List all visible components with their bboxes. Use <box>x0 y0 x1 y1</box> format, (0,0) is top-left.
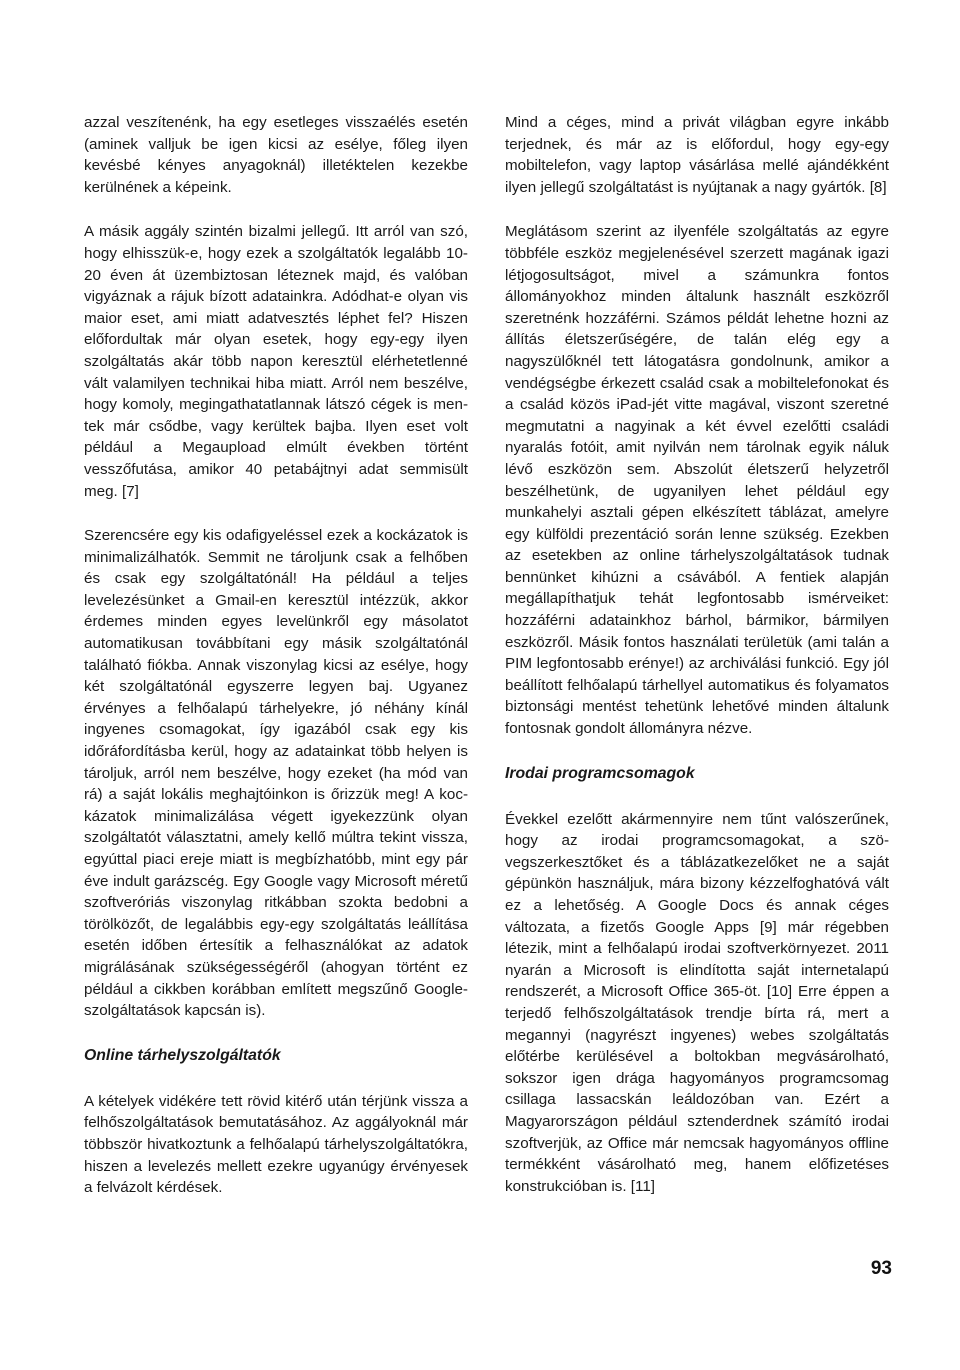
paragraph-left-1: azzal veszítenénk, ha egy esetleges visszaélés esetén (aminek valljuk be igen kicsi az esélye, főleg ilyen kevésbé kényes anyagoknál) illetéktelen kezekbe kerülnének a képeink. <box>84 114 468 196</box>
paragraph-left-2: A másik aggály szintén bizalmi jellegű. Itt arról van szó, hogy elhisszük-e, hogy ezek a szolgáltatók legalább 10-20 éven át üzembiztosan léteznek majd, és valóban vigyáznak a rájuk bízott adatainkra. Adódhat-e olyan vis maior eset, ami miatt adatvesztés léphet fel? Hiszen előfordultak már olyan esetek, hogy egy-egy ilyen szolgáltatás akár több napon keresztül elérhetetlenné vált valamilyen technikai hiba miatt. Arról nem beszélve, hogy komoly, megingathatatlannak látszó cégek is mentek már csődbe, vagy kerültek bajba. Ilyen eset volt például a Megaupload elmúlt években történt vesszőfutása, amikor 40 petabájtnyi adat semmisült meg. [7] <box>84 223 468 500</box>
section-heading-office-suites: Irodai programcsomagok <box>505 764 695 782</box>
page-number: 93 <box>870 1258 892 1279</box>
right-column <box>505 112 889 1220</box>
paragraph-right-1: Mind a céges, mind a privát világban egyre inkább terjednek, és már az is előfordul, hogy egy-egy mobiltelefon, vagy laptop vásárlása mellé ajándékként ilyen jellegű szolgáltatást is nyújtanak a nagy gyártók. [8] <box>505 114 889 196</box>
paragraph-right-3: Évekkel ezelőtt akármennyire nem tűnt valószerűnek, hogy az irodai programcsomagokat, a szövegszerkesztőket és a táblázatkezelőket ne a saját gépünkön használjuk, mára bizony kézzelfoghatóvá vált ez a lehetőség. A Google Docs és annak céges változata, a fizetős Google Apps [9] már régebben létezik, mint a felhőalapú irodai szoftverkörnyezet. 2011 nyarán a Microsoft is elindította saját internetalapú rendszerét, a Microsoft Office 365-öt. [10] Erre éppen a terjedő felhőszolgáltatások trendje bírta rá, mert a megannyi (nagyrészt ingyenes) webes szolgáltatás előtérbe kerülésével a boltokban megvásárolható, sokszor igen drága hagyományos programcsomag csillaga lassacskán leáldozóban van. Ezért a Magyarországon például sztenderdnek számító irodai szoftverjük, az Office már nemcsak hagyományos offline termékként vásárolható meg, hanem előfizetéses konstrukcióban is. [11] <box>505 810 889 1195</box>
left-column <box>84 112 468 1222</box>
paragraph-left-3: Szerencsére egy kis odafigyeléssel ezek a kockázatok is minimalizálhatók. Semmit ne tároljunk csak a felhőben és csak egy szolgáltatónál! Ha például a teljes levelezésünket a Gmail-en keresztül intézzük, akkor érdemes minden egyes levelünkről egy másolatot automatikusan továbbítani egy másik szolgáltatónál található fiókba. Annak viszonylag kicsi az esélye, hogy két szolgáltatónál egyszerre legyen baj. Ugyanez érvényes a felhőalapú tárhelyekre, jó néhány kínál ingyenes csomagokat, így igazából csak egy kis időráfordításba kerül, hogy az adatainkat több helyen is tároljuk, arról nem beszélve, hogy ezeket (ha mód van rá) a saját lokális meghajtóinkon is őrizzük meg! A kockázatok minimalizálása végett igyekezzünk olyan szolgáltatót választatni, amely kellő múltra tekint vissza, egyúttal piaci ereje miatt is megbízhatóbb, mint egy pár éve indult garázscég. Egy Google vagy Microsoft méretű szoftveróriás viszonylag ritkábban szokta bedobni a törölközőt, de legalábbis egy-egy szolgáltatás leállítása esetén időben értesítik a felhasználókat az adatok migrálásának szükségességéről (ahogyan történt ez például a cikkben korábban említett megszűnő Google-szolgáltatások kapcsán is). <box>84 527 468 1020</box>
paragraph-left-4: A kételyek vidékére tett rövid kitérő után térjünk vissza a felhőszolgáltatások bemutatásához. Az aggályoknál már többször hivatkoztunk a felhőalapú tárhelyszolgáltatókra, hiszen a levelezés mellett ezekre ugyanúgy érvényesek a felvázolt kérdések. <box>84 1092 468 1197</box>
paragraph-right-2: Meglátásom szerint az ilyenféle szolgáltatás az egyre többféle eszköz megjelenésével szerzett magának igazi létjogosultságot, mivel a számunkra fontos állományokhoz minden általunk használt eszközről szeretnénk hozzáférni. Számos példát lehetne hozni az állítás életszerűségére, de talán elég egy a nagyszülőknél tett látogatásra gondolnunk, amikor a vendégségbe érkezett család csak a mobiltelefonokat és a család közös iPad-jét vitte magával, viszont szeretné megmutatni a nagyinak a két évvel ezelőtti családi nyaralás fotóit, amit nyilván nem tárolnak egyik náluk lévő eszközön sem. Abszolút életszerű helyzetről beszélhetünk, de ugyanilyen lehet például egy munkahelyi asztali gépen elkészített táblázat, amelyre egy külföldi prezentáció során lenne szükség. Ezekben az esetekben az online tárhelyszolgáltatások tudnak bennünket kihúzni a csávából. A fentiek alapján megállapíthatjuk tehát legfontosabb ismérveiket: hozzáférni adatainkhoz bárhol, bármikor, bármilyen eszközről. Másik fontos használati területük (ami talán a PIM legfontosabb erénye!) az archiválási funkció. Egy jól beállított felhőalapú tárhellyel automatikus és folyamatos biztonsági mentést tehetünk lehetővé minden általunk fontosnak gondolt állományra nézve. <box>505 223 889 738</box>
section-heading-online-storage: Online tárhelyszolgáltatók <box>84 1046 281 1064</box>
